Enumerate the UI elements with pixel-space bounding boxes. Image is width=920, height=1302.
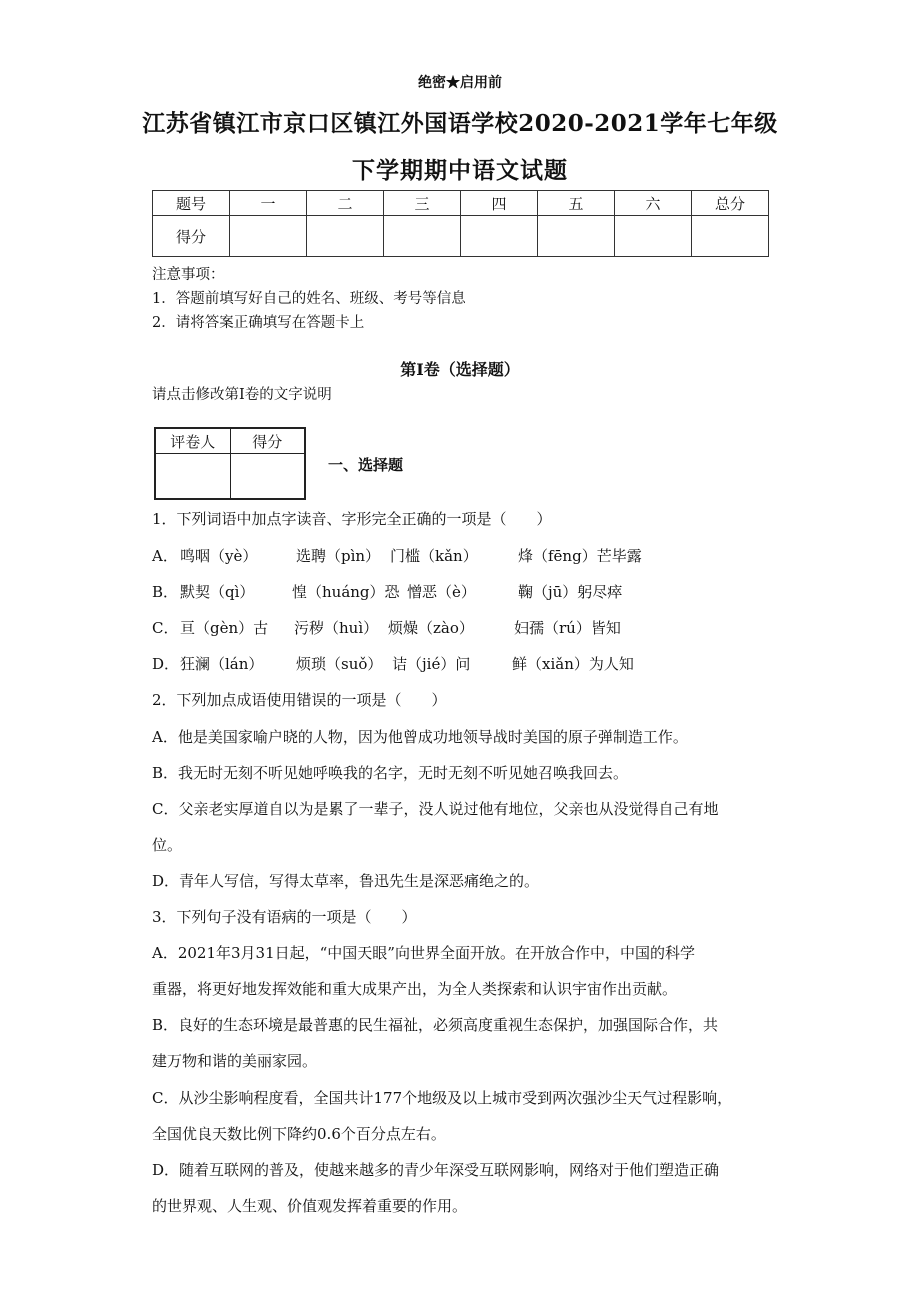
question-2-option-d[interactable]: D．青年人写信，写得太草率，鲁迅先生是深恶痛绝之的。 <box>152 872 540 890</box>
confidential-mark: 绝密★启用前 <box>418 75 502 91</box>
option-word: 憎恶（è） <box>407 583 476 601</box>
question-2-option-b[interactable]: B．我无时无刻不听见她呼唤我的名字，无时无刻不听见她召唤我回去。 <box>152 764 629 782</box>
option-word: 鸣咽（yè） <box>180 547 258 565</box>
notes-heading: 注意事项： <box>152 267 225 283</box>
question-3-option-c-cont: 全国优良天数比例下降约0.6个百分点左右。 <box>152 1125 446 1143</box>
question-3-option-b-cont: 建万物和谐的美丽家园。 <box>152 1052 318 1070</box>
section-title: 一、选择题 <box>328 456 404 474</box>
question-2-option-c[interactable]: C．父亲老实厚道自以为是累了一辈子，没人说过他有地位，父亲也从没觉得自己有地 <box>152 800 719 818</box>
option-label: B． <box>152 583 179 601</box>
option-word: 门槛（kǎn） <box>390 547 478 565</box>
volume-title: 第I卷（选择题） <box>400 360 520 379</box>
exam-title-line2: 下学期期中语文试题 <box>352 157 568 184</box>
question-3-option-d-cont: 的世界观、人生观、价值观发挥着重要的作用。 <box>152 1197 468 1215</box>
question-2-option-c-cont: 位。 <box>152 836 183 854</box>
question-1-stem: 1．下列词语中加点字读音、字形完全正确的一项是（ ） <box>152 510 552 528</box>
score-header-cell: 六 <box>615 191 692 216</box>
score-header-cell: 三 <box>384 191 461 216</box>
question-3-option-c[interactable]: C．从沙尘影响程度看，全国共计177个地级及以上城市受到两次强沙尘天气过程影响， <box>152 1089 733 1107</box>
option-word: 鞠（jū）躬尽瘁 <box>518 583 623 601</box>
grader-table <box>154 427 306 500</box>
note-item: 1．答题前填写好自己的姓名、班级、考号等信息 <box>152 291 466 307</box>
grader-score-header: 得分 <box>230 428 305 454</box>
volume-description: 请点击修改第I卷的文字说明 <box>152 387 332 403</box>
score-input-cell[interactable] <box>461 216 538 257</box>
grader-score-cell[interactable] <box>230 454 305 500</box>
option-word: 默契（qì） <box>180 583 255 601</box>
score-table <box>152 190 769 257</box>
option-word: 烽（fēng）芒毕露 <box>518 547 642 565</box>
option-word: 烦燥（zào） <box>388 619 474 637</box>
option-word: 选聘（pìn） <box>296 547 381 565</box>
grader-name-cell[interactable] <box>155 454 230 500</box>
score-row-label: 得分 <box>153 216 230 257</box>
score-header-cell: 总分 <box>692 191 769 216</box>
question-3-option-a-cont: 重器，将更好地发挥效能和重大成果产出，为全人类探索和认识宇宙作出贡献。 <box>152 980 678 998</box>
score-input-cell[interactable] <box>384 216 461 257</box>
option-word: 惶（huáng）恐 <box>292 583 400 601</box>
option-label: C． <box>152 619 179 637</box>
option-label: A． <box>152 547 178 565</box>
score-input-cell[interactable] <box>615 216 692 257</box>
option-word: 妇孺（rú）皆知 <box>514 619 621 637</box>
question-3-stem: 3．下列句子没有语病的一项是（ ） <box>152 908 417 926</box>
question-3-option-b[interactable]: B．良好的生态环境是最普惠的民生福祉，必须高度重视生态保护，加强国际合作，共 <box>152 1016 719 1034</box>
option-word: 污秽（huì） <box>294 619 379 637</box>
score-input-cell[interactable] <box>538 216 615 257</box>
score-input-cell[interactable] <box>230 216 307 257</box>
option-word: 诘（jié）问 <box>392 655 471 673</box>
score-input-cell[interactable] <box>307 216 384 257</box>
note-item: 2．请将答案正确填写在答题卡上 <box>152 315 365 331</box>
question-2-stem: 2．下列加点成语使用错误的一项是（ ） <box>152 691 447 709</box>
question-3-option-d[interactable]: D．随着互联网的普及，使越来越多的青少年深受互联网影响，网络对于他们塑造正确 <box>152 1161 720 1179</box>
option-word: 鲜（xiǎn）为人知 <box>512 655 634 673</box>
score-input-cell[interactable] <box>692 216 769 257</box>
option-label: D． <box>152 655 180 673</box>
score-header-cell: 五 <box>538 191 615 216</box>
score-header-cell: 二 <box>307 191 384 216</box>
option-word: 烦琐（suǒ） <box>296 655 383 673</box>
question-2-option-a[interactable]: A．他是美国家喻户晓的人物，因为他曾成功地领导战时美国的原子弹制造工作。 <box>152 728 688 746</box>
exam-title-line1: 江苏省镇江市京口区镇江外国语学校2020-2021学年七年级 <box>142 110 778 137</box>
question-3-option-a[interactable]: A．2021年3月31日起，“中国天眼”向世界全面开放。在开放合作中，中国的科学 <box>152 944 695 962</box>
grader-header: 评卷人 <box>155 428 230 454</box>
option-word: 狂澜（lán） <box>180 655 264 673</box>
score-header-cell: 四 <box>461 191 538 216</box>
score-header-cell: 一 <box>230 191 307 216</box>
option-word: 亘（gèn）古 <box>180 619 269 637</box>
score-header-cell: 题号 <box>153 191 230 216</box>
